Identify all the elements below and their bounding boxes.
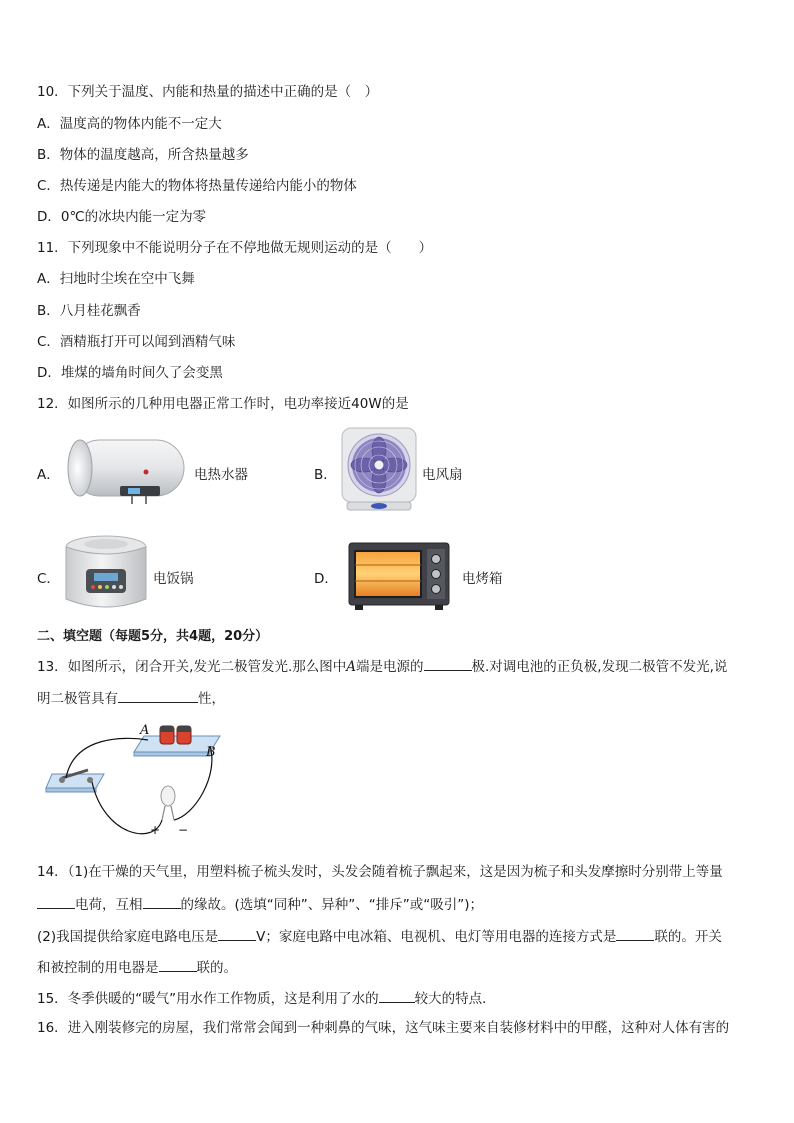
q14-answer-blank-3[interactable] (218, 926, 256, 941)
q14-text-2b: 的缘故。(选填“同种”、异种”、“排斥”或“吸引”)； (180, 897, 483, 913)
q10-option-c: C．热传递是内能大的物体将热量传递给内能小的物体 (37, 178, 357, 194)
section-heading: 二、填空题（每题5分，共4题，20分） (37, 629, 269, 644)
q11-option-a: A．扫地时尘埃在空中飞舞 (37, 271, 195, 287)
fig-label-plus: + (150, 823, 161, 837)
q11-option-c: C．酒精瓶打开可以闻到酒精气味 (37, 334, 236, 350)
q14-text-3b: V；家庭电路中电冰箱、电视机、电灯等用电器的连接方式是 (256, 929, 617, 945)
q12-option-b-letter: B． (314, 467, 337, 483)
q14-line-1: 14．（1)在干燥的天气里，用塑料梳子梳头发时，头发会随着梳子飘起来，这是因为梳子和头发摩擦时分别带上等量 (37, 864, 723, 880)
q13-var-a: A (346, 659, 357, 675)
q12-option-d-letter: D． (314, 571, 338, 587)
q15-text-1: 15．冬季供暖的“暖气”用水作工作物质，这是利用了水的 (37, 991, 379, 1007)
q14-answer-blank-4[interactable] (616, 926, 654, 941)
q13-text-1: 13．如图所示，闭合开关,发光二极管发光.那么图中 (37, 659, 347, 675)
q14-text-3a: (2)我国提供给家庭电路电压是 (37, 929, 219, 945)
q12-option-c-letter: C． (37, 571, 60, 587)
q13-line-2 (37, 688, 225, 708)
fig-label-minus: − (178, 823, 189, 837)
q14-text-2a: 电荷，互相 (75, 897, 143, 913)
q14-text-4b: 联的。 (196, 960, 237, 976)
led-circuit-diagram (44, 716, 234, 848)
electric-fan-image (339, 426, 419, 514)
q13-text-2: 端是电源的 (356, 659, 424, 675)
q13-text-5: 性， (198, 691, 225, 707)
q14-line-4 (37, 957, 237, 977)
q14-answer-blank-1[interactable] (37, 894, 75, 909)
q14-answer-blank-5[interactable] (159, 957, 197, 972)
q12-stem: 12．如图所示的几种用电器正常工作时，电功率接近40W的是 (37, 396, 409, 412)
rice-cooker-image (60, 533, 152, 615)
q15-line (37, 988, 496, 1008)
fig-label-b: B (206, 745, 216, 760)
q14-text-4a: 和被控制的用电器是 (37, 960, 159, 976)
q13-answer-blank-1[interactable] (424, 656, 472, 671)
q12-option-d-label: 电烤箱 (462, 571, 503, 587)
q12-option-a-letter: A． (37, 467, 60, 483)
q15-text-2: 较大的特点． (414, 991, 496, 1007)
q14-line-3 (37, 926, 722, 946)
q13-text-4: 明二极管具有 (37, 691, 118, 707)
q10-stem: 10．下列关于温度、内能和热量的描述中正确的是（ ） (37, 84, 379, 100)
q13-answer-blank-2[interactable] (118, 688, 198, 703)
q10-option-a: A．温度高的物体内能不一定大 (37, 116, 222, 132)
q11-stem: 11．下列现象中不能说明分子在不停地做无规则运动的是（ ） (37, 240, 433, 256)
q16-line-1: 16．进入刚装修完的房屋，我们常常会闻到一种刺鼻的气味，这气味主要来自装修材料中的甲醛，这种对人体有害的 (37, 1020, 730, 1036)
fig-label-a: A (140, 723, 150, 738)
q10-option-b: B．物体的温度越高，所含热量越多 (37, 147, 249, 163)
q14-answer-blank-2[interactable] (143, 894, 181, 909)
q12-option-a-label: 电热水器 (194, 467, 248, 483)
q13-line-1 (37, 656, 727, 676)
q10-option-d: D．0℃的冰块内能一定为零 (37, 209, 207, 225)
q11-option-d: D．堆煤的墙角时间久了会变黑 (37, 365, 223, 381)
q11-option-b: B．八月桂花飘香 (37, 303, 141, 319)
q14-text-3c: 联的。开关 (654, 929, 722, 945)
q12-option-b-label: 电风扇 (422, 467, 463, 483)
electric-oven-image (347, 541, 451, 613)
q12-option-c-label: 电饭锅 (153, 571, 194, 587)
q13-text-3: 极.对调电池的正负极,发现二极管不发光,说 (471, 659, 728, 675)
q15-answer-blank[interactable] (379, 988, 415, 1003)
q14-line-2 (37, 894, 483, 914)
water-heater-image (62, 434, 190, 506)
